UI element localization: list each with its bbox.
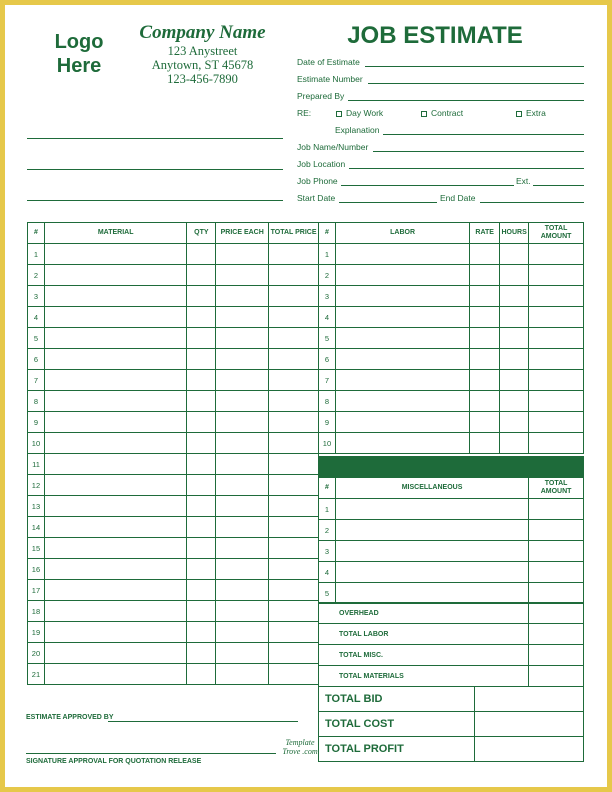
- day-work-checkbox[interactable]: [336, 111, 342, 117]
- contract-option[interactable]: Contract: [421, 108, 463, 118]
- labor-cell[interactable]: [529, 391, 584, 412]
- material-cell[interactable]: [44, 433, 186, 454]
- misc-row-number: 1: [319, 499, 336, 520]
- labor-row: [319, 328, 584, 349]
- misc-row: [319, 541, 584, 562]
- material-cell[interactable]: [187, 580, 216, 601]
- material-cell[interactable]: [216, 580, 269, 601]
- material-cell[interactable]: [187, 454, 216, 475]
- material-cell[interactable]: [269, 370, 319, 391]
- material-cell[interactable]: [216, 433, 269, 454]
- date-field[interactable]: [365, 66, 584, 67]
- material-row: [28, 328, 319, 349]
- material-row: [28, 349, 319, 370]
- material-cell[interactable]: [216, 496, 269, 517]
- labor-row: [319, 349, 584, 370]
- labor-row: [319, 391, 584, 412]
- labor-cell[interactable]: [500, 328, 529, 349]
- company-block: [120, 22, 285, 86]
- labor-cell[interactable]: [500, 307, 529, 328]
- labor-row-number: 9: [319, 412, 336, 433]
- labor-col-total: TOTAL AMOUNT: [529, 223, 584, 244]
- job-phone-label: Job Phone: [297, 176, 338, 186]
- labor-cell[interactable]: [529, 244, 584, 265]
- material-row-number: 21: [28, 664, 45, 685]
- start-date-field[interactable]: [339, 202, 437, 203]
- totals-table: [318, 602, 584, 687]
- misc-cell[interactable]: [335, 562, 528, 583]
- misc-row-number: 4: [319, 562, 336, 583]
- job-name-label: Job Name/Number: [297, 142, 369, 152]
- material-cell[interactable]: [269, 328, 319, 349]
- material-cell[interactable]: [44, 412, 186, 433]
- material-row: [28, 580, 319, 601]
- estimate-number-label: Estimate Number: [297, 74, 363, 84]
- explanation-field[interactable]: [383, 134, 584, 135]
- labor-cell[interactable]: [500, 433, 529, 454]
- material-row-number: 19: [28, 622, 45, 643]
- material-row: [28, 643, 319, 664]
- material-row-number: 14: [28, 517, 45, 538]
- logo-placeholder: Logo Here: [54, 31, 104, 77]
- labor-col-name: LABOR: [335, 223, 469, 244]
- labor-cell[interactable]: [335, 307, 469, 328]
- material-cell[interactable]: [187, 370, 216, 391]
- totals-label: TOTAL MATERIALS: [319, 666, 529, 687]
- day-work-option[interactable]: Day Work: [336, 108, 383, 118]
- signature-field[interactable]: [26, 753, 276, 754]
- material-cell[interactable]: [216, 307, 269, 328]
- material-cell[interactable]: [44, 244, 186, 265]
- labor-cell[interactable]: [529, 265, 584, 286]
- bid-row: [319, 712, 584, 737]
- misc-row: [319, 499, 584, 520]
- material-cell[interactable]: [187, 475, 216, 496]
- material-cell[interactable]: [216, 286, 269, 307]
- labor-cell[interactable]: [335, 391, 469, 412]
- material-cell[interactable]: [269, 244, 319, 265]
- material-header-row: [28, 223, 319, 244]
- labor-header-row: [319, 223, 584, 244]
- date-label: Date of Estimate: [297, 57, 360, 67]
- labor-cell[interactable]: [335, 412, 469, 433]
- material-cell[interactable]: [187, 328, 216, 349]
- material-col-price: PRICE EACH: [216, 223, 269, 244]
- material-cell[interactable]: [269, 664, 319, 685]
- material-row: [28, 412, 319, 433]
- material-cell[interactable]: [216, 370, 269, 391]
- material-cell[interactable]: [187, 244, 216, 265]
- prepared-by-field[interactable]: [348, 100, 584, 101]
- section-divider-bar: [318, 456, 584, 477]
- material-row: [28, 286, 319, 307]
- material-row-number: 17: [28, 580, 45, 601]
- material-row-number: 13: [28, 496, 45, 517]
- start-date-label: Start Date: [297, 193, 336, 203]
- material-cell[interactable]: [187, 559, 216, 580]
- labor-row: [319, 307, 584, 328]
- bid-table: [318, 686, 584, 762]
- company-name: Company Name: [139, 22, 266, 43]
- material-row: [28, 391, 319, 412]
- material-cell[interactable]: [187, 496, 216, 517]
- bid-amount-cell[interactable]: [475, 712, 584, 737]
- material-row: [28, 496, 319, 517]
- material-cell[interactable]: [44, 559, 186, 580]
- material-row: [28, 538, 319, 559]
- labor-cell[interactable]: [529, 349, 584, 370]
- material-cell[interactable]: [187, 538, 216, 559]
- material-cell[interactable]: [44, 307, 186, 328]
- material-row-number: 2: [28, 265, 45, 286]
- material-cell[interactable]: [269, 265, 319, 286]
- material-row-number: 20: [28, 643, 45, 664]
- material-col-qty: QTY: [187, 223, 216, 244]
- material-cell[interactable]: [216, 622, 269, 643]
- material-cell[interactable]: [269, 559, 319, 580]
- material-row-number: 11: [28, 454, 45, 475]
- material-row-number: 7: [28, 370, 45, 391]
- material-cell[interactable]: [216, 538, 269, 559]
- labor-cell[interactable]: [529, 328, 584, 349]
- material-row-number: 18: [28, 601, 45, 622]
- approved-by-field[interactable]: [108, 721, 298, 722]
- material-cell[interactable]: [269, 538, 319, 559]
- labor-cell[interactable]: [470, 433, 500, 454]
- company-address2: Anytown, ST 45678: [151, 58, 254, 72]
- labor-col-hours: HOURS: [500, 223, 529, 244]
- address-line-3[interactable]: [27, 200, 283, 201]
- estimate-number-field[interactable]: [368, 83, 584, 84]
- address-line-2[interactable]: [27, 169, 283, 170]
- material-cell[interactable]: [269, 601, 319, 622]
- totals-amount-cell[interactable]: [529, 645, 584, 666]
- material-row-number: 8: [28, 391, 45, 412]
- totals-amount-cell[interactable]: [529, 666, 584, 687]
- misc-cell[interactable]: [529, 541, 584, 562]
- job-location-field[interactable]: [349, 168, 584, 169]
- labor-cell[interactable]: [500, 391, 529, 412]
- labor-row-number: 7: [319, 370, 336, 391]
- labor-cell[interactable]: [529, 412, 584, 433]
- material-cell[interactable]: [44, 538, 186, 559]
- page-title: JOB ESTIMATE: [347, 22, 523, 49]
- labor-cell[interactable]: [470, 412, 500, 433]
- misc-header-row: [319, 478, 584, 499]
- labor-cell[interactable]: [500, 265, 529, 286]
- material-cell[interactable]: [44, 391, 186, 412]
- totals-row: [319, 666, 584, 687]
- misc-cell[interactable]: [335, 520, 528, 541]
- material-row-number: 1: [28, 244, 45, 265]
- labor-cell[interactable]: [500, 349, 529, 370]
- misc-cell[interactable]: [529, 499, 584, 520]
- misc-row-number: 2: [319, 520, 336, 541]
- labor-row-number: 6: [319, 349, 336, 370]
- bid-label: TOTAL PROFIT: [319, 737, 475, 762]
- material-cell[interactable]: [216, 244, 269, 265]
- totals-amount-cell[interactable]: [529, 624, 584, 645]
- material-row: [28, 307, 319, 328]
- material-row-number: 4: [28, 307, 45, 328]
- material-row: [28, 559, 319, 580]
- material-cell[interactable]: [187, 265, 216, 286]
- material-row: [28, 265, 319, 286]
- misc-cell[interactable]: [529, 583, 584, 604]
- material-cell[interactable]: [269, 286, 319, 307]
- labor-row: [319, 433, 584, 454]
- material-cell[interactable]: [187, 286, 216, 307]
- material-cell[interactable]: [44, 643, 186, 664]
- job-location-label: Job Location: [297, 159, 346, 169]
- bid-row: [319, 687, 584, 712]
- material-row-number: 5: [28, 328, 45, 349]
- material-col-number: #: [28, 223, 45, 244]
- labor-row: [319, 265, 584, 286]
- material-cell[interactable]: [44, 496, 186, 517]
- job-phone-field[interactable]: [341, 185, 514, 186]
- misc-row-number: 5: [319, 583, 336, 604]
- misc-cell[interactable]: [529, 520, 584, 541]
- material-cell[interactable]: [187, 643, 216, 664]
- material-cell[interactable]: [44, 601, 186, 622]
- labor-cell[interactable]: [470, 307, 500, 328]
- extra-checkbox[interactable]: [516, 111, 522, 117]
- material-cell[interactable]: [216, 349, 269, 370]
- material-col-total: TOTAL PRICE: [269, 223, 319, 244]
- material-cell[interactable]: [44, 370, 186, 391]
- material-row-number: 15: [28, 538, 45, 559]
- material-cell[interactable]: [44, 622, 186, 643]
- re-label: RE:: [297, 108, 312, 118]
- material-cell[interactable]: [269, 433, 319, 454]
- labor-cell[interactable]: [470, 265, 500, 286]
- material-cell[interactable]: [216, 328, 269, 349]
- labor-row: [319, 412, 584, 433]
- labor-row: [319, 370, 584, 391]
- prepared-by-label: Prepared By: [297, 91, 345, 101]
- material-cell[interactable]: [187, 433, 216, 454]
- material-row: [28, 370, 319, 391]
- material-table: [27, 222, 319, 685]
- material-cell[interactable]: [269, 412, 319, 433]
- material-cell[interactable]: [187, 622, 216, 643]
- company-address1: 123 Anystreet: [167, 44, 238, 58]
- labor-cell[interactable]: [470, 391, 500, 412]
- material-cell[interactable]: [187, 664, 216, 685]
- brand-logo: Template Trove .com: [282, 738, 318, 756]
- material-row: [28, 454, 319, 475]
- material-cell[interactable]: [269, 580, 319, 601]
- misc-row: [319, 520, 584, 541]
- material-cell[interactable]: [187, 391, 216, 412]
- labor-row: [319, 244, 584, 265]
- material-cell[interactable]: [44, 475, 186, 496]
- labor-col-rate: RATE: [470, 223, 500, 244]
- material-cell[interactable]: [44, 328, 186, 349]
- misc-cell[interactable]: [529, 562, 584, 583]
- labor-row: [319, 286, 584, 307]
- labor-cell[interactable]: [470, 349, 500, 370]
- job-name-field[interactable]: [373, 151, 584, 152]
- labor-cell[interactable]: [470, 328, 500, 349]
- extra-option[interactable]: Extra: [516, 108, 546, 118]
- labor-cell[interactable]: [335, 370, 469, 391]
- misc-col-number: #: [319, 478, 336, 499]
- misc-col-total: TOTAL AMOUNT: [529, 478, 584, 499]
- material-row: [28, 664, 319, 685]
- material-row: [28, 433, 319, 454]
- ext-label: Ext.: [516, 176, 531, 186]
- totals-label: TOTAL LABOR: [319, 624, 529, 645]
- misc-cell[interactable]: [335, 583, 528, 604]
- totals-row: [319, 624, 584, 645]
- material-cell[interactable]: [269, 643, 319, 664]
- labor-row-number: 2: [319, 265, 336, 286]
- material-cell[interactable]: [216, 454, 269, 475]
- material-row: [28, 622, 319, 643]
- end-date-field[interactable]: [480, 202, 584, 203]
- contract-checkbox[interactable]: [421, 111, 427, 117]
- labor-cell[interactable]: [529, 286, 584, 307]
- material-cell[interactable]: [216, 664, 269, 685]
- material-cell[interactable]: [187, 412, 216, 433]
- material-cell[interactable]: [216, 643, 269, 664]
- labor-cell[interactable]: [335, 286, 469, 307]
- labor-cell[interactable]: [529, 370, 584, 391]
- labor-cell[interactable]: [470, 370, 500, 391]
- misc-table: [318, 477, 584, 604]
- labor-cell[interactable]: [335, 265, 469, 286]
- labor-row-number: 10: [319, 433, 336, 454]
- material-cell[interactable]: [44, 517, 186, 538]
- material-cell[interactable]: [269, 622, 319, 643]
- misc-cell[interactable]: [335, 499, 528, 520]
- labor-cell[interactable]: [529, 433, 584, 454]
- material-row-number: 6: [28, 349, 45, 370]
- material-cell[interactable]: [216, 475, 269, 496]
- material-cell[interactable]: [269, 307, 319, 328]
- misc-row: [319, 562, 584, 583]
- material-cell[interactable]: [216, 601, 269, 622]
- material-cell[interactable]: [216, 517, 269, 538]
- address-line-1[interactable]: [27, 138, 283, 139]
- material-row-number: 3: [28, 286, 45, 307]
- labor-cell[interactable]: [335, 349, 469, 370]
- material-col-name: MATERIAL: [44, 223, 186, 244]
- labor-cell[interactable]: [335, 328, 469, 349]
- material-row-number: 10: [28, 433, 45, 454]
- misc-row-number: 3: [319, 541, 336, 562]
- labor-row-number: 8: [319, 391, 336, 412]
- material-cell[interactable]: [269, 475, 319, 496]
- material-row-number: 9: [28, 412, 45, 433]
- material-cell[interactable]: [187, 307, 216, 328]
- material-cell[interactable]: [269, 517, 319, 538]
- labor-row-number: 1: [319, 244, 336, 265]
- bid-label: TOTAL BID: [319, 687, 475, 712]
- labor-row-number: 4: [319, 307, 336, 328]
- material-row: [28, 244, 319, 265]
- labor-col-number: #: [319, 223, 336, 244]
- labor-cell[interactable]: [500, 244, 529, 265]
- material-cell[interactable]: [44, 349, 186, 370]
- labor-cell[interactable]: [500, 370, 529, 391]
- end-date-label: End Date: [440, 193, 476, 203]
- labor-row-number: 5: [319, 328, 336, 349]
- material-cell[interactable]: [216, 559, 269, 580]
- material-cell[interactable]: [269, 391, 319, 412]
- material-row-number: 12: [28, 475, 45, 496]
- labor-row-number: 3: [319, 286, 336, 307]
- totals-amount-cell[interactable]: [529, 603, 584, 624]
- labor-cell[interactable]: [335, 433, 469, 454]
- material-row: [28, 475, 319, 496]
- material-cell[interactable]: [269, 454, 319, 475]
- misc-row: [319, 583, 584, 604]
- material-cell[interactable]: [269, 496, 319, 517]
- labor-cell[interactable]: [335, 244, 469, 265]
- material-cell[interactable]: [44, 265, 186, 286]
- bid-amount-cell[interactable]: [475, 687, 584, 712]
- material-cell[interactable]: [269, 349, 319, 370]
- labor-table: [318, 222, 584, 454]
- totals-label: OVERHEAD: [319, 603, 529, 624]
- material-row: [28, 601, 319, 622]
- material-cell[interactable]: [187, 601, 216, 622]
- material-cell[interactable]: [216, 265, 269, 286]
- material-cell[interactable]: [187, 517, 216, 538]
- material-cell[interactable]: [187, 349, 216, 370]
- misc-cell[interactable]: [335, 541, 528, 562]
- material-row-number: 16: [28, 559, 45, 580]
- totals-label: TOTAL MISC.: [319, 645, 529, 666]
- labor-cell[interactable]: [529, 307, 584, 328]
- material-cell[interactable]: [216, 391, 269, 412]
- totals-row: [319, 603, 584, 624]
- misc-col-name: MISCELLANEOUS: [335, 478, 528, 499]
- material-cell[interactable]: [44, 286, 186, 307]
- approved-by-label: ESTIMATE APPROVED BY: [26, 714, 114, 721]
- totals-row: [319, 645, 584, 666]
- material-cell[interactable]: [44, 664, 186, 685]
- bid-amount-cell[interactable]: [475, 737, 584, 762]
- ext-field[interactable]: [533, 185, 584, 186]
- signature-label: SIGNATURE APPROVAL FOR QUOTATION RELEASE: [26, 758, 202, 765]
- material-cell[interactable]: [44, 580, 186, 601]
- labor-cell[interactable]: [500, 412, 529, 433]
- material-cell[interactable]: [216, 412, 269, 433]
- labor-cell[interactable]: [500, 286, 529, 307]
- bid-row: [319, 737, 584, 762]
- bid-label: TOTAL COST: [319, 712, 475, 737]
- labor-cell[interactable]: [470, 244, 500, 265]
- material-row: [28, 517, 319, 538]
- explanation-label: Explanation: [335, 125, 380, 135]
- material-cell[interactable]: [44, 454, 186, 475]
- company-phone: 123-456-7890: [167, 72, 238, 86]
- labor-cell[interactable]: [470, 286, 500, 307]
